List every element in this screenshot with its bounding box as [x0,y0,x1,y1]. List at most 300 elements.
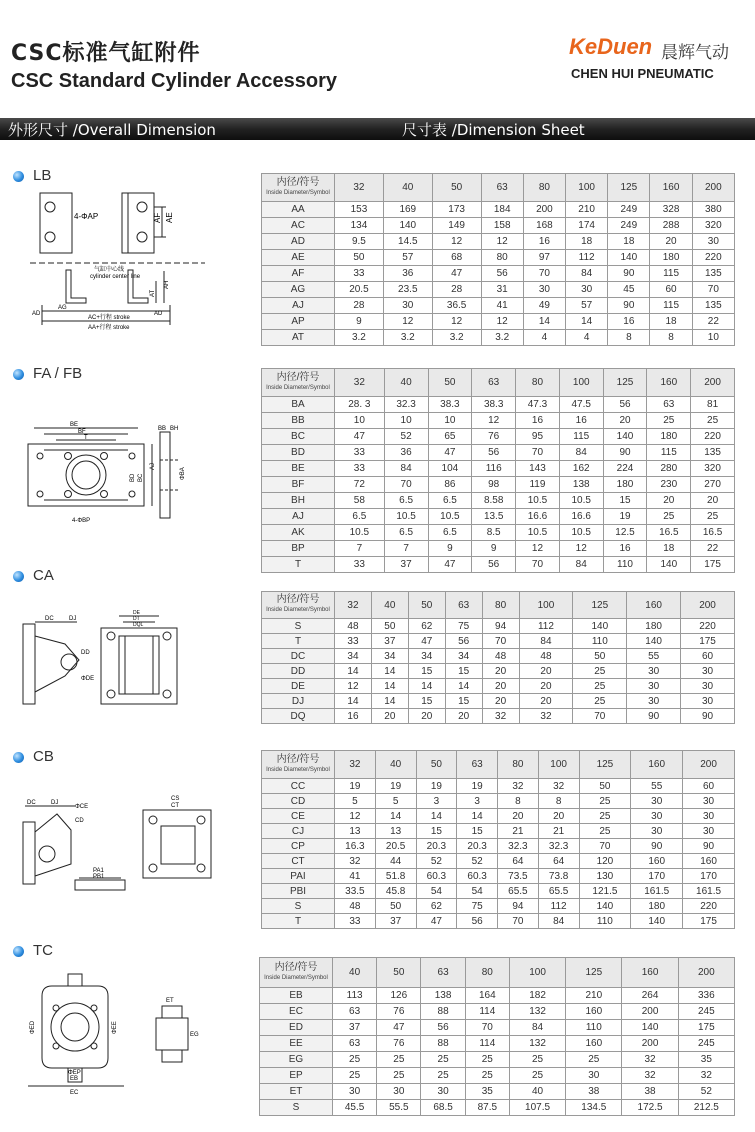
value-cell: 47 [335,429,385,445]
value-cell: 30 [692,234,734,250]
value-cell: 12 [516,541,560,557]
column-header-cell: 100 [538,751,579,779]
value-cell: 56 [445,634,482,649]
value-cell: 20.3 [416,839,457,854]
value-cell: 38.3 [472,397,516,413]
value-cell: 120 [579,854,631,869]
value-cell: 28. 3 [335,397,385,413]
value-cell: 57 [566,298,608,314]
value-cell: 32 [678,1068,734,1084]
value-cell: 10 [692,330,734,346]
ca-clevis-drawing [15,610,210,710]
value-cell: 70 [692,282,734,298]
row-symbol-cell: EE [260,1036,333,1052]
value-cell: 73.5 [498,869,539,884]
value-cell: 20.5 [375,839,416,854]
value-cell: 22 [691,541,735,557]
column-header-cell: 40 [384,369,428,397]
value-cell: 50 [579,779,631,794]
value-cell: 15 [408,694,445,709]
value-cell: 47 [432,266,481,282]
value-cell: 180 [647,429,691,445]
row-symbol-cell: S [262,619,335,634]
value-cell: 104 [428,461,472,477]
value-cell: 50 [375,899,416,914]
value-cell: 34 [335,649,372,664]
value-cell: 31 [481,282,523,298]
fb-bp-label: 4-ΦBP [72,518,91,524]
column-header-cell: 100 [559,369,603,397]
ca-dt-label: DT [133,616,140,622]
value-cell: 34 [371,649,408,664]
value-cell: 16.3 [335,839,376,854]
value-cell: 35 [465,1084,509,1100]
table-row [262,854,735,869]
lb-ag-label: AG [58,305,67,311]
value-cell: 19 [457,779,498,794]
value-cell: 14 [371,664,408,679]
fb-bh-label: BH [170,426,179,432]
title-english: CSC Standard Cylinder Accessory [11,70,338,92]
header-en-text: Inside Diameter/Symbol [266,607,330,613]
value-cell: 380 [692,202,734,218]
column-header-cell: 200 [681,592,735,619]
column-header-cell: 32 [335,369,385,397]
value-cell: 90 [681,709,735,724]
row-symbol-cell: BB [262,413,335,429]
value-cell: 56 [472,557,516,573]
value-cell: 115 [647,445,691,461]
column-header-cell: 80 [523,174,565,202]
table-header-row [262,369,735,397]
value-cell: 50 [335,250,384,266]
table-row [262,461,735,477]
value-cell: 52 [678,1084,734,1100]
row-symbol-cell: T [262,634,335,649]
value-cell: 54 [416,884,457,899]
value-cell: 65.5 [538,884,579,899]
table-row [262,839,735,854]
value-cell: 9 [428,541,472,557]
value-cell: 64 [538,854,579,869]
value-cell: 25 [579,809,631,824]
value-cell: 140 [631,914,683,929]
value-cell: 12 [335,679,372,694]
tc-ep-label: ΦEP [68,1070,81,1076]
table-row [260,1020,735,1036]
table-header-row [262,592,735,619]
row-symbol-cell: AK [262,525,335,541]
bullet-icon [13,171,24,182]
column-header-cell: 40 [375,751,416,779]
value-cell: 14 [371,694,408,709]
value-cell: 4 [566,330,608,346]
value-cell: 14 [375,809,416,824]
row-symbol-cell: BA [262,397,335,413]
row-symbol-cell: AE [262,250,335,266]
value-cell: 16 [523,234,565,250]
value-cell: 37 [384,557,428,573]
value-cell: 76 [472,429,516,445]
value-cell: 3 [416,794,457,809]
value-cell: 220 [683,899,735,914]
value-cell: 25 [691,509,735,525]
value-cell: 320 [692,218,734,234]
lb-at-label: AT [150,289,156,297]
value-cell: 30 [627,679,681,694]
value-cell: 7 [335,541,385,557]
value-cell: 51.8 [375,869,416,884]
value-cell: 10.5 [428,509,472,525]
fb-ba-label: ΦBA [180,467,186,480]
value-cell: 130 [579,869,631,884]
value-cell: 41 [335,869,376,884]
value-cell: 62 [416,899,457,914]
value-cell: 19 [603,509,647,525]
lb-center-cn-label: 气缸中心线 [94,267,125,273]
value-cell: 220 [681,619,735,634]
value-cell: 126 [377,988,421,1004]
value-cell: 245 [678,1036,734,1052]
column-header-cell: 100 [509,958,565,988]
value-cell: 110 [573,634,627,649]
value-cell: 110 [566,1020,622,1036]
cb-dj-label: DJ [51,800,59,806]
value-cell: 56 [481,266,523,282]
value-cell: 112 [566,250,608,266]
column-header-cell: 160 [647,369,691,397]
value-cell: 14 [416,809,457,824]
value-cell: 143 [516,461,560,477]
value-cell: 40 [509,1084,565,1100]
value-cell: 149 [432,218,481,234]
table-row [262,493,735,509]
value-cell: 210 [566,202,608,218]
cb-dc-label: DC [27,800,36,806]
fb-be-label: BE [70,422,79,428]
value-cell: 16 [608,314,650,330]
value-cell: 140 [627,634,681,649]
value-cell: 52 [416,854,457,869]
value-cell: 200 [622,1004,678,1020]
value-cell: 170 [683,869,735,884]
header-en-text: Inside Diameter/Symbol [264,974,328,981]
value-cell: 10.5 [559,493,603,509]
value-cell: 30 [631,794,683,809]
value-cell: 35 [678,1052,734,1068]
value-cell: 55 [627,649,681,664]
row-symbol-cell: EB [260,988,333,1004]
cb-ct-label: CT [171,803,179,809]
value-cell: 10 [428,413,472,429]
value-cell: 33 [335,445,385,461]
column-header-cell: 125 [608,174,650,202]
column-header-cell: 80 [465,958,509,988]
row-symbol-cell: BE [262,461,335,477]
value-cell: 162 [559,461,603,477]
value-cell: 70 [482,634,519,649]
table-header-row [262,751,735,779]
value-cell: 45.5 [333,1100,377,1116]
column-header-cell: 200 [683,751,735,779]
value-cell: 25 [573,679,627,694]
tc-eg-label: EG [190,1032,199,1038]
value-cell: 180 [627,619,681,634]
value-cell: 28 [432,282,481,298]
value-cell: 32.3 [498,839,539,854]
value-cell: 12.5 [603,525,647,541]
value-cell: 15 [408,664,445,679]
tc-eb-label: EB [70,1076,79,1082]
value-cell: 70 [523,266,565,282]
value-cell: 32.3 [384,397,428,413]
value-cell: 21 [498,824,539,839]
value-cell: 64 [498,854,539,869]
column-header-cell: 32 [335,751,376,779]
table-row [262,298,735,314]
value-cell: 30 [631,824,683,839]
value-cell: 140 [647,557,691,573]
value-cell: 14 [523,314,565,330]
value-cell: 50 [371,619,408,634]
value-cell: 6.5 [335,509,385,525]
value-cell: 160 [566,1036,622,1052]
value-cell: 32 [482,709,519,724]
table-row [262,914,735,929]
value-cell: 25 [573,694,627,709]
value-cell: 60.3 [416,869,457,884]
value-cell: 30 [377,1084,421,1100]
table-row [262,218,735,234]
value-cell: 8 [650,330,692,346]
value-cell: 76 [377,1036,421,1052]
value-cell: 13 [335,824,376,839]
cb-dimension-table [261,750,735,929]
header-corner-cell [262,751,335,779]
value-cell: 30 [631,809,683,824]
value-cell: 12 [432,314,481,330]
column-header-cell: 125 [566,958,622,988]
value-cell: 19 [375,779,416,794]
row-symbol-cell: CJ [262,824,335,839]
ca-dd-label: DD [81,650,90,656]
header-en-text: Inside Diameter/Symbol [266,766,330,773]
value-cell: 110 [603,557,647,573]
value-cell: 161.5 [683,884,735,899]
value-cell: 140 [573,619,627,634]
fb-bc-label: BC [138,473,144,482]
value-cell: 30 [523,282,565,298]
value-cell: 44 [375,854,416,869]
table-row [262,202,735,218]
lb-ap-label: 4-ΦAP [74,212,99,221]
table-row [262,634,735,649]
cb-cd-label: CD [75,818,84,824]
value-cell: 87.5 [465,1100,509,1116]
value-cell: 160 [631,854,683,869]
value-cell: 15 [445,694,482,709]
table-row [262,234,735,250]
row-symbol-cell: CE [262,809,335,824]
value-cell: 15 [445,664,482,679]
tc-trunnion-drawing [20,970,210,1095]
value-cell: 15 [457,824,498,839]
value-cell: 90 [608,298,650,314]
value-cell: 33 [335,266,384,282]
row-symbol-cell: AJ [262,298,335,314]
lb-ae-label: AE [165,212,174,223]
value-cell: 25 [566,1052,622,1068]
value-cell: 90 [603,445,647,461]
value-cell: 20.3 [457,839,498,854]
row-symbol-cell: AP [262,314,335,330]
value-cell: 48 [519,649,573,664]
value-cell: 56 [457,914,498,929]
row-symbol-cell: EC [260,1004,333,1020]
row-symbol-cell: S [262,899,335,914]
row-symbol-cell: AT [262,330,335,346]
value-cell: 10.5 [516,525,560,541]
section-label-cb: CB [33,748,54,765]
row-symbol-cell: BP [262,541,335,557]
table-row [262,509,735,525]
column-header-cell: 80 [516,369,560,397]
table-row [260,1084,735,1100]
value-cell: 14 [408,679,445,694]
value-cell: 56 [472,445,516,461]
value-cell: 80 [481,250,523,266]
value-cell: 12 [335,809,376,824]
column-header-cell: 100 [519,592,573,619]
table-row [260,1052,735,1068]
value-cell: 48 [335,619,372,634]
value-cell: 36 [384,445,428,461]
table-row [262,330,735,346]
value-cell: 107.5 [509,1100,565,1116]
tc-ed-label: ΦED [30,1020,36,1034]
column-header-cell: 50 [408,592,445,619]
value-cell: 12 [559,541,603,557]
value-cell: 37 [375,914,416,929]
value-cell: 121.5 [579,884,631,899]
value-cell: 14 [566,314,608,330]
value-cell: 21 [538,824,579,839]
value-cell: 230 [647,477,691,493]
value-cell: 47 [428,445,472,461]
lb-af-label: AF [153,212,162,223]
column-header-cell: 50 [432,174,481,202]
value-cell: 135 [691,445,735,461]
header-corner-cell [262,369,335,397]
value-cell: 180 [650,250,692,266]
value-cell: 18 [608,234,650,250]
value-cell: 8 [608,330,650,346]
value-cell: 20 [538,809,579,824]
value-cell: 4 [523,330,565,346]
value-cell: 3.2 [432,330,481,346]
column-header-cell: 40 [371,592,408,619]
value-cell: 16 [603,541,647,557]
value-cell: 68 [432,250,481,266]
row-symbol-cell: DE [262,679,335,694]
value-cell: 38 [566,1084,622,1100]
table-row [262,250,735,266]
value-cell: 9.5 [335,234,384,250]
table-row [262,477,735,493]
value-cell: 14 [335,694,372,709]
ca-dimension-table [261,591,735,724]
value-cell: 33 [335,557,385,573]
logo-english-text: CHEN HUI PNEUMATIC [571,66,714,81]
value-cell: 8 [538,794,579,809]
value-cell: 68.5 [421,1100,465,1116]
value-cell: 110 [579,914,631,929]
value-cell: 175 [681,634,735,649]
value-cell: 182 [509,988,565,1004]
value-cell: 210 [566,988,622,1004]
value-cell: 112 [538,899,579,914]
value-cell: 19 [335,779,376,794]
value-cell: 65 [428,429,472,445]
value-cell: 132 [509,1036,565,1052]
value-cell: 115 [650,266,692,282]
cb-ce-label: ΦCE [75,804,89,810]
value-cell: 94 [498,899,539,914]
value-cell: 16 [335,709,372,724]
row-symbol-cell: DC [262,649,335,664]
value-cell: 328 [650,202,692,218]
value-cell: 164 [465,988,509,1004]
value-cell: 224 [603,461,647,477]
value-cell: 160 [683,854,735,869]
table-row [262,709,735,724]
value-cell: 10.5 [559,525,603,541]
column-header-cell: 125 [573,592,627,619]
value-cell: 84 [566,266,608,282]
table-row [260,1036,735,1052]
value-cell: 20 [498,809,539,824]
value-cell: 75 [457,899,498,914]
value-cell: 45 [608,282,650,298]
row-symbol-cell: PAI [262,869,335,884]
table-row [262,779,735,794]
value-cell: 70 [573,709,627,724]
lb-dimension-table [261,173,735,346]
value-cell: 3.2 [335,330,384,346]
table-row [260,1100,735,1116]
row-symbol-cell: DJ [262,694,335,709]
row-symbol-cell: AC [262,218,335,234]
value-cell: 18 [650,314,692,330]
header-cn-text: 内径/符号 [276,176,320,188]
row-symbol-cell: BC [262,429,335,445]
value-cell: 134.5 [566,1100,622,1116]
value-cell: 45.8 [375,884,416,899]
value-cell: 119 [516,477,560,493]
ca-dj-label: DJ [69,616,77,622]
row-symbol-cell: ED [260,1020,333,1036]
row-symbol-cell: AA [262,202,335,218]
value-cell: 95 [516,429,560,445]
value-cell: 25 [465,1068,509,1084]
bullet-icon [13,571,24,582]
value-cell: 18 [647,541,691,557]
value-cell: 20 [691,493,735,509]
logo-brand-text: KeDuen [569,34,653,59]
section-header-band [0,118,755,140]
value-cell: 30 [333,1084,377,1100]
row-symbol-cell: BH [262,493,335,509]
